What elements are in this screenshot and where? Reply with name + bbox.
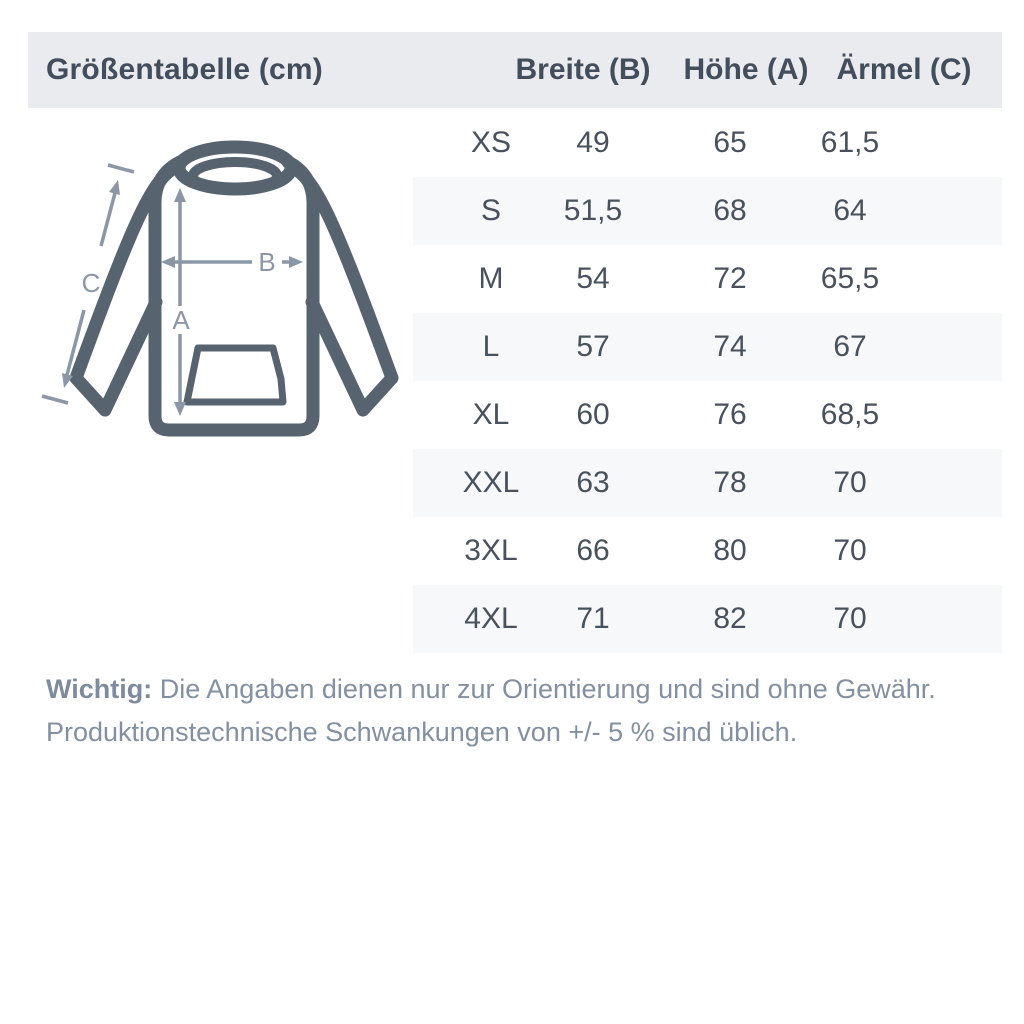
size-label-cell: L [482,330,500,363]
measurement-cell: 64 [833,194,867,227]
measurement-cell: 78 [713,466,747,499]
size-label-cell: XS [470,126,512,159]
table-row-3xl [413,517,1002,585]
measurement-cell: 54 [576,262,610,295]
dimension-b-arrow [161,256,303,268]
disclaimer-line1: Die Angaben dienen nur zur Orientierung und sind ohne Gewähr. [159,674,936,704]
size-label-cell: 4XL [464,602,518,635]
table-row-xl [413,381,1002,449]
measurement-cell: 66 [576,534,610,567]
measurement-cell: 80 [713,534,747,567]
dimension-a-label: A [172,305,190,335]
hoodie-right-sleeve [291,166,392,410]
column-header-breite: Breite (B) [515,53,651,86]
size-label-cell: M [478,262,504,295]
size-table-body [413,109,1002,653]
table-row-xs [413,109,1002,177]
size-label-cell: XL [472,398,510,431]
table-row-m [413,245,1002,313]
dimension-a-arrow [174,188,186,416]
table-row-4xl [413,585,1002,653]
size-label-cell: S [480,194,502,227]
measurement-cell: 63 [576,466,610,499]
measurement-cell: 51,5 [563,194,623,227]
size-label-cell: 3XL [464,534,518,567]
measurement-cell: 74 [713,330,747,363]
disclaimer-line2: Produktionstechnische Schwankungen von +/- 5 % sind üblich. [46,717,798,747]
measurement-cell: 70 [833,466,867,499]
hoodie-outline [76,147,392,430]
table-row-xxl [413,449,1002,517]
measurement-cell: 57 [576,330,610,363]
measurement-cell: 67 [833,330,867,363]
table-header-band [28,32,1002,108]
hoodie-measurement-diagram [28,118,413,463]
column-header-aermel: Ärmel (C) [836,53,972,86]
page-title: Größentabelle (cm) [46,53,323,86]
measurement-cell: 72 [713,262,747,295]
measurement-cell: 82 [713,602,747,635]
hood-inner-rim [193,162,277,190]
measurement-cell: 70 [833,534,867,567]
column-headers [28,32,1002,108]
table-row-s [413,177,1002,245]
measurement-cell: 65,5 [820,262,880,295]
measurement-cell: 76 [713,398,747,431]
hoodie-pocket [187,348,283,402]
table-row-l [413,313,1002,381]
measurement-cell: 65 [713,126,747,159]
disclaimer-label: Wichtig: [46,674,153,704]
measurement-cell: 60 [576,398,610,431]
disclaimer-note [46,668,976,754]
dimension-b-label: B [258,247,276,277]
size-label-cell: XXL [462,466,520,499]
measurement-cell: 68 [713,194,747,227]
measurement-cell: 68,5 [820,398,880,431]
dimension-c-label: C [81,268,101,298]
measurement-cell: 70 [833,602,867,635]
measurement-cell: 71 [576,602,610,635]
measurement-cell: 49 [576,126,610,159]
column-header-hoehe: Höhe (A) [683,53,809,86]
measurement-cell: 61,5 [820,126,880,159]
